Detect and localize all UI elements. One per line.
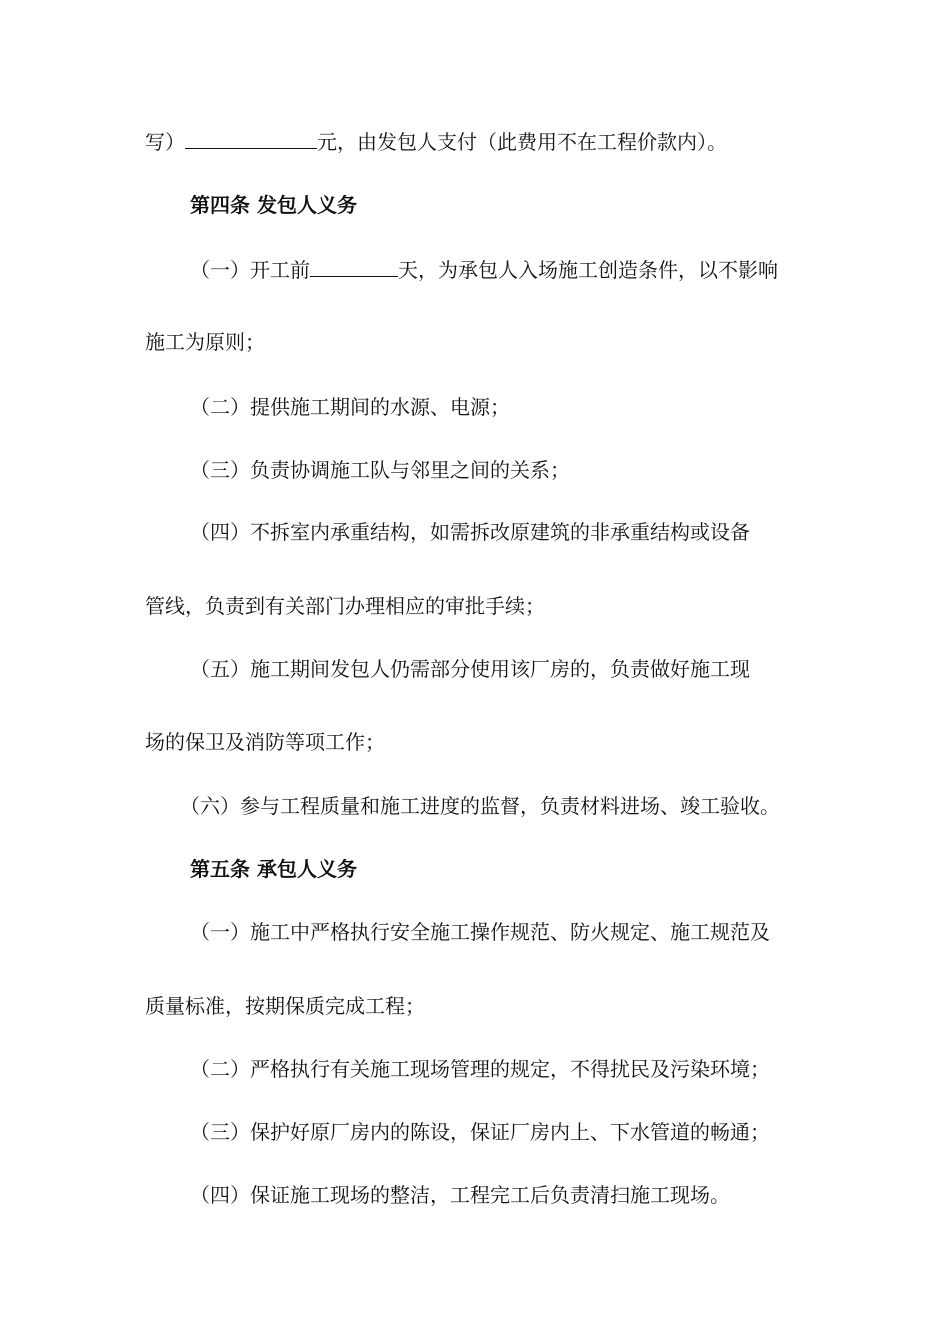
article-5-title: 第五条 承包人义务 <box>190 857 357 881</box>
fill-blank-days <box>310 254 398 277</box>
clause-5-1: （一）施工中严格执行安全施工操作规范、防火规定、施工规范及 <box>190 920 770 944</box>
article-4-title: 第四条 发包人义务 <box>190 193 357 217</box>
text-fragment: 写） <box>145 130 185 154</box>
clause-4-4: （四）不拆室内承重结构，如需拆改原建筑的非承重结构或设备 <box>190 520 750 544</box>
clause-4-1-continued: 施工为原则； <box>145 330 265 354</box>
text-line-fee <box>145 126 810 157</box>
clause-4-6: （六）参与工程质量和施工进度的监督，负责材料进场、竣工验收。 <box>180 794 780 818</box>
clause-4-3: （三）负责协调施工队与邻里之间的关系； <box>190 458 570 482</box>
clause-4-1 <box>190 254 810 285</box>
clause-5-3: （三）保护好原厂房内的陈设，保证厂房内上、下水管道的畅通； <box>190 1120 770 1144</box>
clause-4-5-continued: 场的保卫及消防等项工作； <box>145 730 385 754</box>
clause-5-4: （四）保证施工现场的整洁，工程完工后负责清扫施工现场。 <box>190 1183 730 1207</box>
text-fragment: （一）开工前 <box>190 258 310 282</box>
clause-4-5: （五）施工期间发包人仍需部分使用该厂房的，负责做好施工现 <box>190 657 750 681</box>
clause-4-2: （二）提供施工期间的水源、电源； <box>190 395 510 419</box>
text-fragment: 天，为承包人入场施工创造条件，以不影响 <box>398 258 778 282</box>
fill-blank-amount <box>185 126 317 149</box>
clause-5-1-continued: 质量标准，按期保质完成工程； <box>145 994 425 1018</box>
text-fragment: 元，由发包人支付（此费用不在工程价款内）。 <box>317 130 727 154</box>
clause-5-2: （二）严格执行有关施工现场管理的规定，不得扰民及污染环境； <box>190 1057 770 1081</box>
clause-4-4-continued: 管线，负责到有关部门办理相应的审批手续； <box>145 594 545 618</box>
